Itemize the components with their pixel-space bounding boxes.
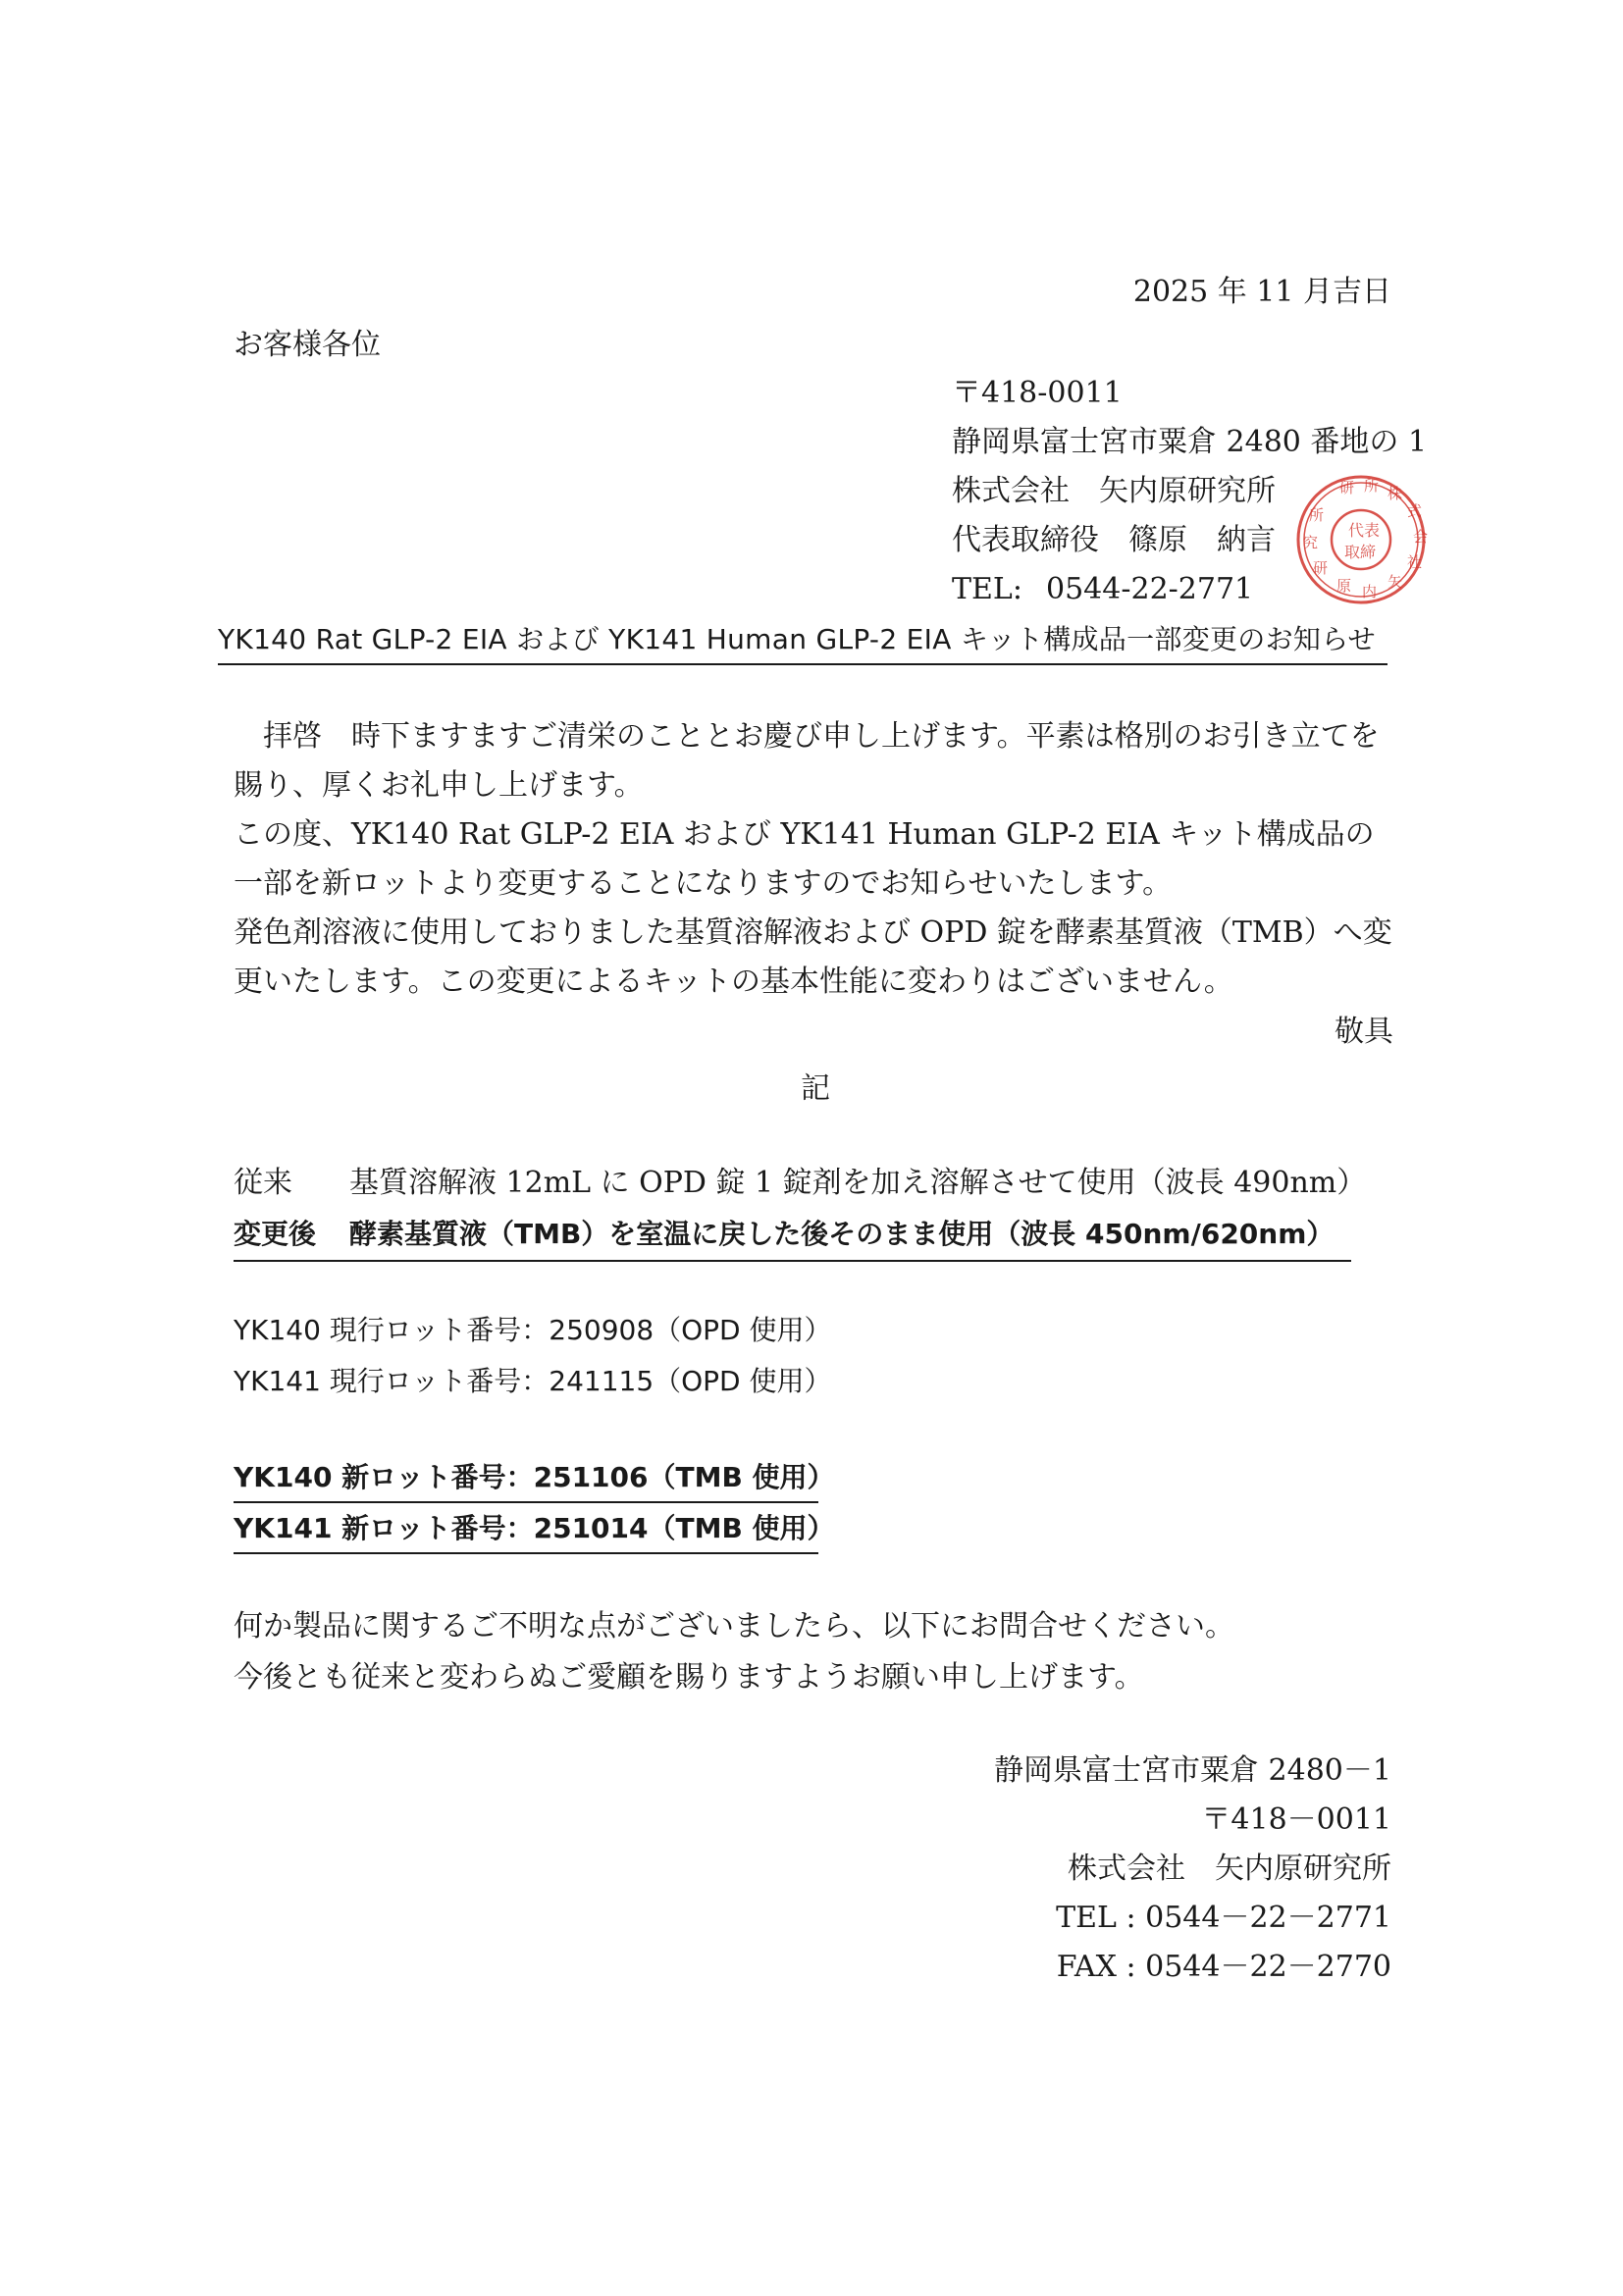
salutation: お客様各位 xyxy=(234,328,381,362)
svg-text:代表: 代表 xyxy=(1348,521,1381,540)
sender-postal: 〒418-0011 xyxy=(952,376,1123,410)
inquiry-text xyxy=(234,1601,1234,1703)
change-new-line xyxy=(234,1209,1351,1262)
sender-tel-number: 0544-22-2771 xyxy=(1046,572,1254,606)
current-lots xyxy=(234,1305,832,1407)
footer-fax: FAX : 0544－22－2770 xyxy=(1056,1950,1391,1984)
svg-text:矢: 矢 xyxy=(1387,573,1403,591)
svg-text:所: 所 xyxy=(1364,477,1380,495)
footer-contact xyxy=(994,1747,1391,1992)
footer-company: 株式会社 矢内原研究所 xyxy=(1068,1852,1391,1886)
notice-body xyxy=(234,712,1397,1007)
footer-address: 静岡県富士宮市粟倉 2480－1 xyxy=(994,1753,1391,1788)
change-new-text: 酵素基質液（TMB）を室温に戻した後そのまま使用（波長 450nm/620nm） xyxy=(349,1218,1335,1250)
current-lot-yk141: YK141 現行ロット番号：241115（OPD 使用） xyxy=(234,1365,832,1397)
svg-text:社: 社 xyxy=(1407,553,1423,571)
footer-postal: 〒418－0011 xyxy=(1201,1802,1391,1837)
change-old-text: 基質溶解液 12mL に OPD 錠 1 錠剤を加え溶解させて使用（波長 490nm） xyxy=(349,1166,1367,1200)
closing-keigu: 敬具 xyxy=(1335,1015,1393,1049)
sender-tel-label: TEL: xyxy=(952,572,1022,606)
svg-text:原: 原 xyxy=(1336,577,1352,595)
svg-text:究: 究 xyxy=(1303,534,1319,551)
current-lot-yk140: YK140 現行ロット番号：250908（OPD 使用） xyxy=(234,1314,832,1346)
svg-text:研: 研 xyxy=(1339,479,1355,496)
body-paragraph-announcement: この度、YK140 Rat GLP-2 EIA および YK141 Human GLP-2 EIA キット構成品の一部を新ロットより変更することになりますのでお知らせいたします。 xyxy=(234,817,1375,901)
svg-text:内: 内 xyxy=(1362,583,1378,600)
svg-text:所: 所 xyxy=(1309,506,1325,524)
change-new-row xyxy=(234,1209,1366,1260)
svg-text:研: 研 xyxy=(1313,559,1329,577)
footer-tel: TEL : 0544－22－2771 xyxy=(1056,1901,1391,1935)
inquiry-line-1: 何か製品に関するご不明な点がございましたら、以下にお問合せください。 xyxy=(234,1609,1234,1644)
letter-date: 2025 年 11 月吉日 xyxy=(1132,275,1391,309)
sender-address: 静岡県富士宮市粟倉 2480 番地の 1 xyxy=(952,425,1428,459)
new-lots xyxy=(234,1452,835,1554)
company-seal-stamp xyxy=(1285,471,1438,608)
svg-text:株: 株 xyxy=(1387,485,1403,502)
new-lot-yk141: YK141 新ロット番号：251014（TMB 使用） xyxy=(234,1503,818,1554)
body-paragraph-greeting: 拝啓 時下ますますご清栄のこととお慶び申し上げます。平素は格別のお引き立てを賜り、厚くお礼申し上げます。 xyxy=(234,719,1380,803)
sender-representative: 代表取締役 篠原 納言 xyxy=(952,523,1276,557)
inquiry-line-2: 今後とも従来と変わらぬご愛顧を賜りますようお願い申し上げます。 xyxy=(234,1660,1144,1695)
body-paragraph-detail: 発色剤溶液に使用しておりました基質溶解液および OPD 錠を酵素基質液（TMB）へ変更いたします。この変更によるキットの基本性能に変わりはございません。 xyxy=(234,915,1392,999)
new-lot-yk140: YK140 新ロット番号：251106（TMB 使用） xyxy=(234,1452,818,1503)
change-summary xyxy=(234,1158,1366,1260)
svg-text:式: 式 xyxy=(1407,502,1423,520)
svg-text:取締: 取締 xyxy=(1344,543,1377,561)
notice-title: YK140 Rat GLP-2 EIA および YK141 Human GLP-2 EIA キット構成品一部変更のお知らせ xyxy=(218,618,1387,665)
sender-company: 株式会社 矢内原研究所 xyxy=(952,474,1276,508)
svg-text:会: 会 xyxy=(1413,528,1429,546)
ki-heading: 記 xyxy=(801,1071,830,1106)
change-old-label: 従来 xyxy=(234,1166,292,1200)
change-old-row xyxy=(234,1158,1366,1209)
change-new-label: 変更後 xyxy=(234,1218,317,1250)
